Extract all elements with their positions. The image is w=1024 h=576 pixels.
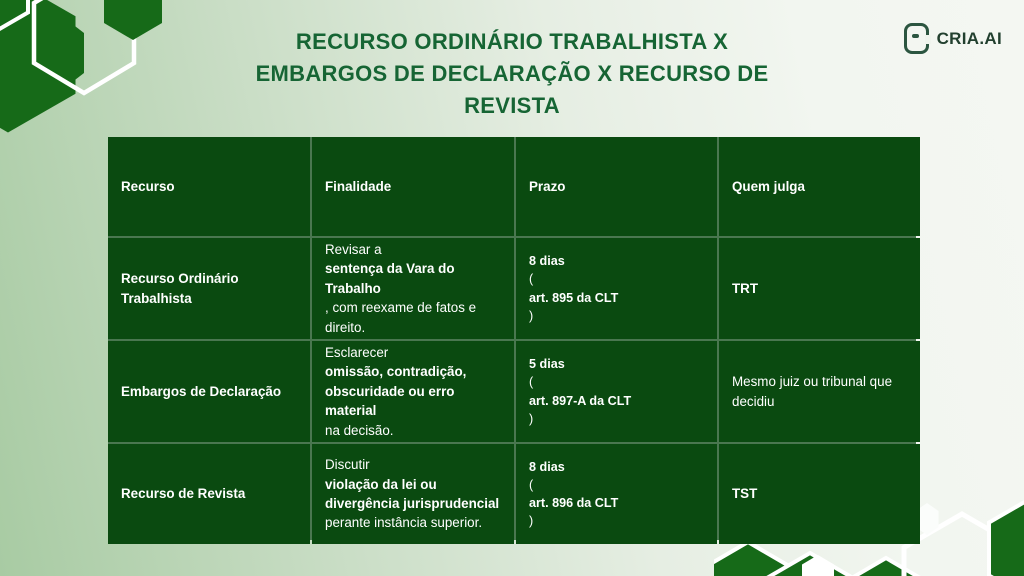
cell-prazo: 8 dias ( art. 896 da CLT ) [516,444,717,544]
cell-quem-julga: TST [719,444,920,544]
logo-icon-dash [912,34,919,38]
header-finalidade: Finalidade [312,137,514,236]
cell-finalidade: Esclarecer omissão, contradição, obscuridade ou erro material na decisão. [312,341,514,442]
cell-recurso: Recurso de Revista [108,444,310,544]
cell-recurso: Recurso Ordinário Trabalhista [108,238,310,339]
logo-text: CRIA.AI [936,28,1002,48]
cell-finalidade: Discutir violação da lei ou divergência jurisprudencial perante instância superior. [312,444,514,544]
logo [904,23,1002,54]
hexagon-decoration-top-left [0,0,230,160]
header-recurso: Recurso [108,137,310,236]
header-quem-julga: Quem julga [719,137,920,236]
cria-badge-icon [904,23,929,54]
cell-finalidade: Revisar a sentença da Vara do Trabalho , com reexame de fatos e direito. [312,238,514,339]
comparison-table [108,137,916,540]
cell-quem-julga: TRT [719,238,920,339]
cell-recurso: Embargos de Declaração [108,341,310,442]
page-title: RECURSO ORDINÁRIO TRABALHISTA X EMBARGOS DE DECLARAÇÃO X RECURSO DE REVISTA [255,29,769,118]
header-prazo: Prazo [516,137,717,236]
cell-quem-julga: Mesmo juiz ou tribunal que decidiu [719,341,920,442]
logo-icon-notch [925,35,931,44]
cell-prazo: 5 dias ( art. 897-A da CLT ) [516,341,717,442]
cell-prazo: 8 dias ( art. 895 da CLT ) [516,238,717,339]
